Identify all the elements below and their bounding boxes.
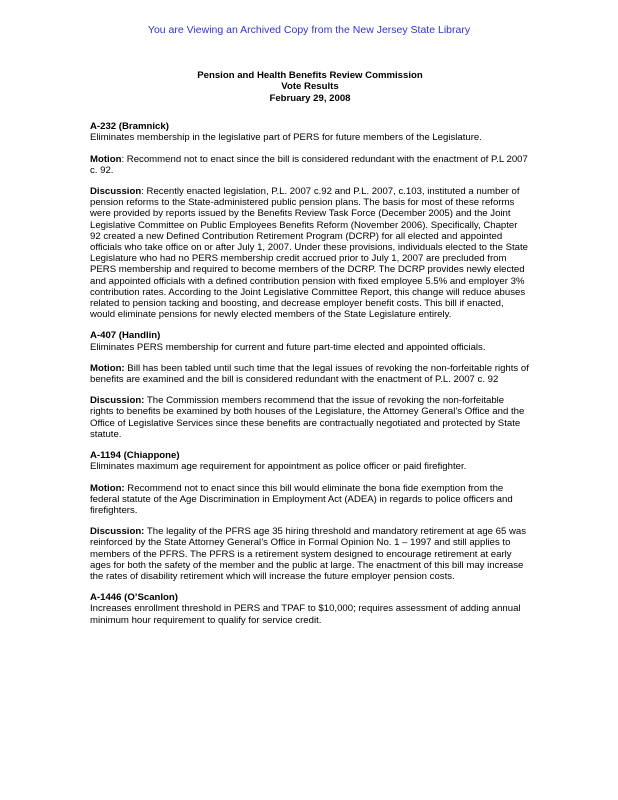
motion-label: Motion	[90, 153, 122, 165]
bill-section	[90, 121, 530, 320]
document-heading	[90, 70, 530, 104]
document-subtitle: Vote Results	[281, 81, 339, 93]
discussion-text: The legality of the PFRS age 35 hiring threshold and mandatory retirement at age 65 was reinforced by the State Attorney General’s Office in Formal Opinion No. 1 – 1997 and still applies to members of the PFRS. The PFRS is a retirement system designed to encourage retirement at early ages for both the safety of the member and the public at large. The enactment of this bill may increase the rates of disability retirement which will increase the future employer pension costs.	[90, 526, 527, 582]
bill-section	[90, 592, 530, 626]
document-page	[90, 70, 530, 626]
motion-text: : Recommend not to enact since the bill is considered redundant with the enactment of P.L 2007 c. 92.	[90, 153, 528, 176]
discussion-paragraph	[90, 186, 530, 320]
discussion-label: Discussion	[90, 186, 142, 198]
bill-summary: Increases enrollment threshold in PERS and TPAF to $10,000; requires assessment of adding annual minimum hour requirement to qualify for service credit.	[90, 603, 521, 626]
document-date: February 29, 2008	[269, 92, 351, 104]
motion-paragraph	[90, 154, 530, 176]
bill-summary: Eliminates PERS membership for current and future part-time elected and appointed officials.	[90, 341, 486, 353]
bill-section	[90, 450, 530, 582]
discussion-label: Discussion:	[90, 395, 145, 407]
motion-paragraph	[90, 363, 530, 385]
bill-title: A-1446 (O’Scanlon)	[90, 592, 178, 604]
motion-paragraph	[90, 483, 530, 517]
bill-summary: Eliminates maximum age requirement for appointment as police officer or paid firefighter.	[90, 461, 467, 473]
bill-title: A-232 (Bramnick)	[90, 121, 169, 133]
archive-banner: You are Viewing an Archived Copy from the New Jersey State Library	[147, 24, 471, 36]
motion-label: Motion:	[90, 362, 125, 374]
bill-section	[90, 330, 530, 440]
discussion-text: : Recently enacted legislation, P.L. 2007 c.92 and P.L. 2007, c.103, instituted a number of pension reforms to the State-administered public pension plans. The basis for most of these reforms were provided by reports issued by the Benefits Review Task Force (December 2005) and the Joint Legislative Committee on Public Employees Benefits Reform (November 2006). Specifically, Chapter 92 created a new Defined Contribution Retirement Program (DCRP) for all elected and appointed officials who take office on or after July 1, 2007. Under these provisions, individuals elected to the State Legislature who had no PERS membership credit accrued prior to July 1, 2007 are precluded from PERS membership and required to become members of the DCRP. The DCRP provides newly elected and appointed officials with a defined contribution pension with fixed employee 5.5% and employer 3% contribution rates. According to the Joint Legislative Committee Report, this change will reduce abuses related to pension tacking and boosting, and decrease employer benefit costs. This bill if enacted, would eliminate pensions for newly elected members of the State Legislature entirely.	[90, 186, 529, 321]
discussion-text: The Commission members recommend that the issue of revoking the non-forfeitable rights to benefits be examined by both houses of the Legislature, the Attorney General’s Office and the Office of Legislative Services since these benefits are contractually negotiated and protected by State statute.	[90, 395, 525, 440]
bill-title: A-1194 (Chiappone)	[90, 450, 180, 462]
commission-title: Pension and Health Benefits Review Commission	[197, 70, 423, 81]
discussion-label: Discussion:	[90, 526, 145, 538]
motion-label: Motion:	[90, 482, 125, 494]
bill-title: A-407 (Handlin)	[90, 330, 161, 342]
motion-text: Recommend not to enact since this bill would eliminate the bona fide exemption from the federal statute of the Age Discrimination in Employment Act (ADEA) in regards to police officers and firefighters.	[90, 482, 513, 516]
bill-summary: Eliminates membership in the legislative part of PERS for future members of the Legislature.	[90, 132, 482, 144]
discussion-paragraph	[90, 395, 530, 440]
motion-text: Bill has been tabled until such time that the legal issues of revoking the non-forfeitable rights of benefits are examined and the bill is considered redundant with the enactment of P.L. 2007 c. 92	[90, 362, 529, 386]
discussion-paragraph	[90, 526, 530, 582]
